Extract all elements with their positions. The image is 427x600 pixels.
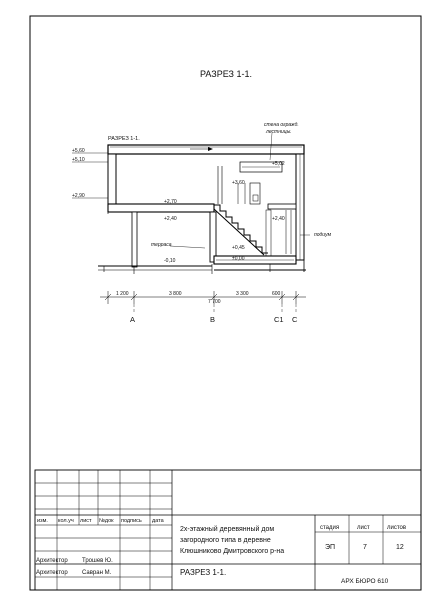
elevation-label: +3,60 [232, 180, 245, 186]
note-stair-wall-line1: стена огражд. [264, 122, 299, 128]
tb-firm: АРХ БЮРО 610 [341, 578, 389, 585]
note-terrace: терраса [151, 242, 172, 248]
dimension-label: 7 700 [208, 299, 221, 305]
column [132, 212, 137, 267]
tb-role: Архитектор [36, 558, 68, 564]
elevation-label: +5,60 [72, 148, 85, 154]
tb-column-header: стадия [320, 525, 340, 531]
project-name-line1: 2х-этажный деревянный дом [180, 526, 275, 533]
axis-label: С1 [274, 315, 284, 324]
tb-column-value: 7 [363, 544, 367, 551]
elevation-label: +2,40 [164, 216, 177, 222]
tb-header-cell: кол.уч [58, 518, 74, 524]
dimension-label: 3 800 [169, 291, 182, 297]
tb-role: Архитектор [36, 570, 68, 576]
tb-sheet-name: РАЗРЕЗ 1-1. [180, 568, 227, 577]
elevation-label: +5,02 [272, 161, 285, 167]
tb-header-cell: подпись [121, 518, 142, 524]
elevation-label: -0,10 [164, 258, 176, 264]
roof-slab [108, 145, 304, 154]
dimension-label: 600 [272, 291, 281, 297]
note-podium: подиум [314, 232, 332, 238]
tb-header-cell: изм. [37, 518, 48, 524]
elevation-label: +2,90 [72, 193, 85, 199]
section-label: РАЗРЕЗ 1-1. [108, 136, 140, 142]
tb-column-value: 12 [396, 544, 404, 551]
tb-column-header: лист [357, 525, 370, 531]
project-name-line3: Клюшниково Дмитровского р-на [180, 548, 285, 555]
left-wall-upper [108, 154, 116, 206]
floor-slab-right [268, 204, 296, 209]
first-floor-slab [108, 204, 214, 212]
note-stair-wall-line2: лестницы. [266, 129, 292, 135]
elevation-label: +2,40 [272, 216, 285, 222]
sheet-title: РАЗРЕЗ 1-1. [200, 69, 252, 79]
dimension-label: 3 300 [236, 291, 249, 297]
axis-label: С [292, 315, 298, 324]
elevation-label: +2,70 [164, 199, 177, 205]
axis-lines [134, 304, 296, 312]
tb-column-header: листов [387, 525, 407, 531]
elevation-label: +0,45 [232, 245, 245, 251]
tb-person-name: Трошев Ю. [82, 558, 113, 564]
axis-label: В [210, 315, 216, 324]
inner-wall [210, 212, 216, 262]
tb-person-name: Савран М. [82, 570, 112, 576]
sheet-frame [30, 16, 421, 590]
elevation-label: +5,10 [72, 157, 85, 163]
project-name-line2: загородного типа в деревне [180, 537, 271, 544]
elevation-label: ±0,00 [232, 256, 245, 262]
tb-header-cell: лист [80, 518, 92, 524]
tb-header-cell: дата [152, 518, 164, 524]
dimension-label: 1 200 [116, 291, 129, 297]
axis-label: А [130, 315, 136, 324]
tb-header-cell: №док [99, 518, 114, 524]
tb-column-value: ЭП [325, 544, 336, 551]
